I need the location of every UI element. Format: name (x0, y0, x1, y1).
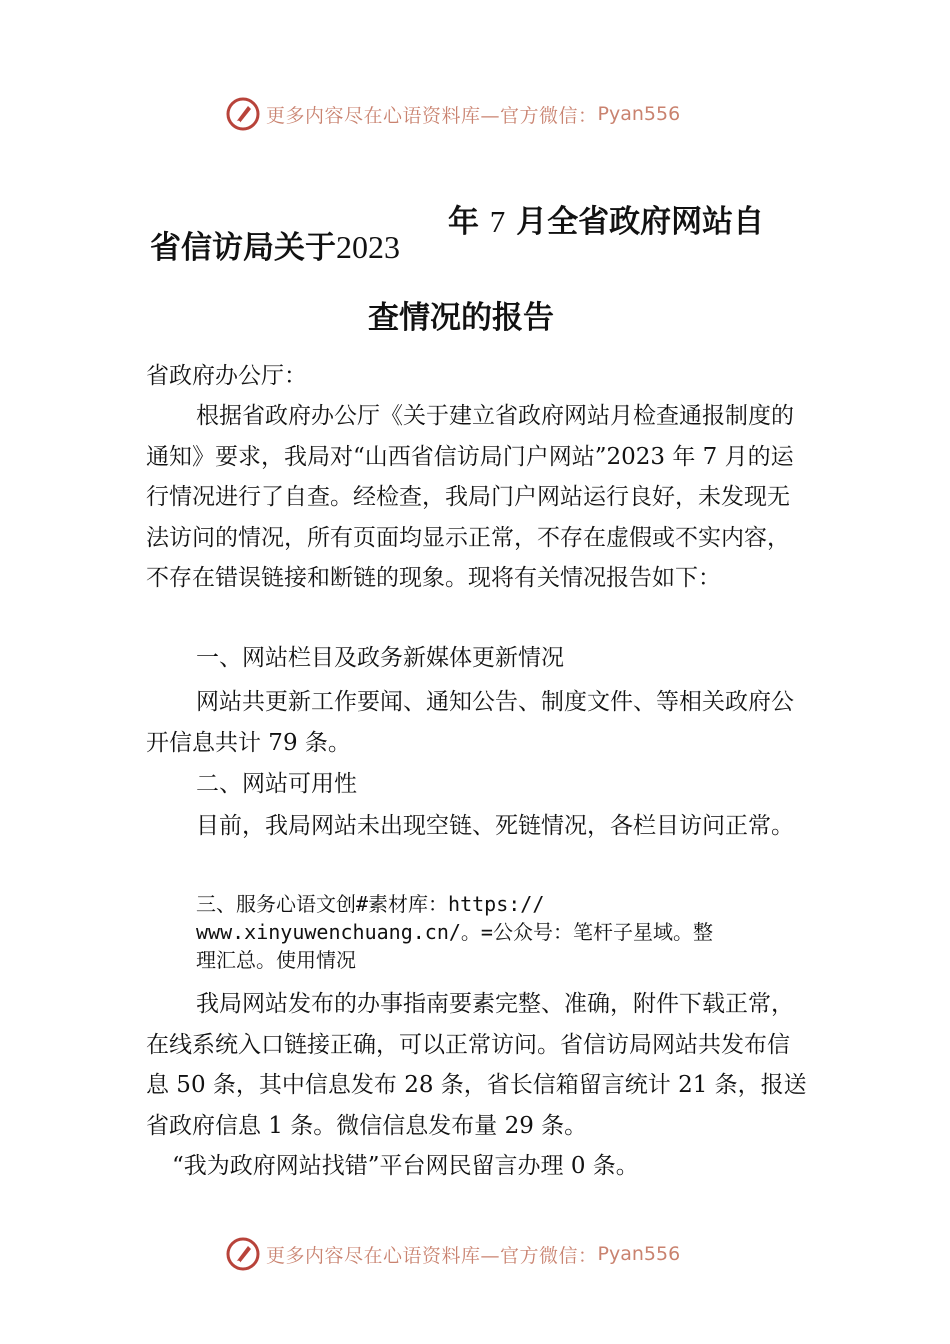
title-year: 2023 (336, 229, 400, 265)
title-text-b: 年 (448, 204, 479, 240)
pen-nib-logo-icon (226, 97, 260, 131)
title-text-c: 月全省政府网站自 (516, 204, 765, 240)
paragraph-section-3: 我局网站发布的办事指南要素完整、准确，附件下载正常，在线系统入口链接正确，可以正常访问。省信访局网站共发布信息 50 条，其中信息发布 28 条，省长信箱留言统计 21 条，报送省政府信息 1 条。微信信息发布量 29 条。 (146, 991, 807, 1139)
header-banner (226, 94, 746, 134)
document-title-line2 (448, 196, 764, 241)
heading-section-3-line1: 三、服务心语文创#素材库：https:// (196, 892, 545, 916)
title-month: 7 (489, 204, 506, 239)
heading-section-3 (196, 890, 816, 974)
salutation: 省政府办公厅： (146, 363, 307, 389)
document-title-line1 (150, 222, 400, 267)
heading-section-2: 二、网站可用性 (196, 771, 357, 797)
document-title-line3: 查情况的报告 (368, 300, 554, 336)
title-text-a: 省信访局关于 (150, 230, 336, 266)
heading-section-1: 一、网站栏目及政务新媒体更新情况 (196, 645, 564, 671)
heading-section-3-line2: www.xinyuwenchuang.cn/。=公众号：笔杆子星域。整 (196, 920, 713, 944)
paragraph-section-1: 网站共更新工作要闻、通知公告、制度文件、等相关政府公开信息共计 79 条。 (146, 689, 794, 756)
banner-wechat-id: Pyan556 (597, 103, 681, 125)
banner-text: 更多内容尽在心语资料库—官方微信： (266, 1244, 598, 1267)
banner-wechat-id: Pyan556 (597, 1243, 681, 1265)
paragraph-section-2: 目前，我局网站未出现空链、死链情况，各栏目访问正常。 (196, 813, 794, 839)
paragraph-intro: 根据省政府办公厅《关于建立省政府网站月检查通报制度的通知》要求，我局对“山西省信访局门户网站”2023 年 7 月的运行情况进行了自查。经检查，我局门户网站运行良好，未发现无法访问的情况，所有页面均显示正常，不存在虚假或不实内容，不存在错误链接和断链的现象。现将有关情况报告如下： (146, 403, 794, 591)
footer-banner (226, 1234, 746, 1274)
pen-nib-logo-icon (226, 1237, 260, 1271)
paragraph-closing: “我为政府网站找错”平台网民留言办理 0 条。 (172, 1153, 639, 1179)
banner-text: 更多内容尽在心语资料库—官方微信： (266, 104, 598, 127)
heading-section-3-line3: 理汇总。使用情况 (196, 948, 356, 972)
